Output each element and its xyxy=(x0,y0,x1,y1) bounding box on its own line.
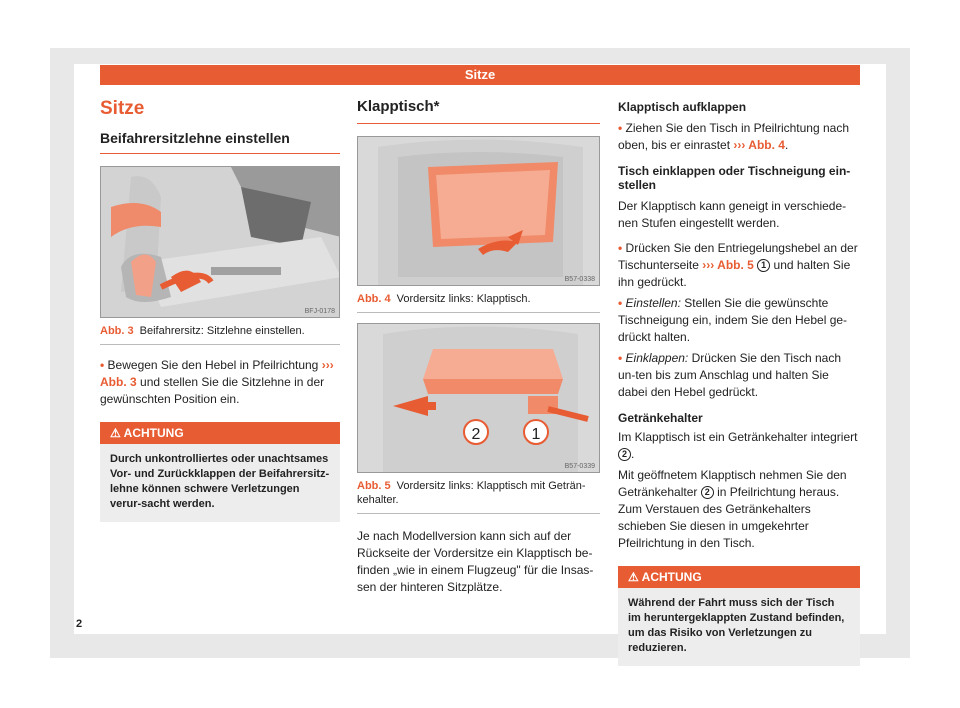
instruction-emphasis: Einstellen: xyxy=(625,296,681,310)
warning-header xyxy=(100,422,340,444)
paragraph xyxy=(618,467,860,552)
warning-box xyxy=(618,566,860,666)
subheading-close: Tisch einklappen oder Tischneigung ein-stellen xyxy=(618,164,851,192)
figure-caption xyxy=(100,324,340,345)
warning-title: ACHTUNG xyxy=(123,426,184,440)
instruction-text: Bewegen Sie den Hebel in Pfeilrichtung xyxy=(107,358,319,372)
section-heading: Beifahrersitzlehne einstellen xyxy=(100,130,340,154)
instruction-text: Drücken Sie den Entriegelungshebel an der Tischunterseite xyxy=(618,241,858,272)
instruction-paragraph: • Ziehen Sie den Tisch in Pfeilrichtung nach oben, bis er einrastet ››› Abb. 4. xyxy=(618,121,850,152)
warning-box xyxy=(100,422,340,522)
paragraph: Im Klapptisch ist ein Getränkehalter integriert 2 . xyxy=(618,430,858,461)
paragraph: Der Klapptisch kann geneigt in verschiede-nen Stufen eingestellt werden. xyxy=(618,199,847,230)
callout-1: 1 xyxy=(531,426,541,443)
warning-text: Während der Fahrt muss sich der Tisch im heruntergeklappten Zustand befinden, um das Risiko von Verletzungen zu reduzieren. xyxy=(628,597,845,654)
section-heading: Klapptisch* xyxy=(357,98,600,124)
bullet-icon: • xyxy=(618,351,623,365)
paragraph-text: Mit geöffnetem Klapptisch nehmen Sie den Getränkehalter xyxy=(618,468,847,499)
figure-caption xyxy=(357,292,600,313)
column-left xyxy=(100,98,340,522)
figure-caption-text: Beifahrersitz: Sitzlehne einstellen. xyxy=(139,325,305,337)
figure-link[interactable]: ››› Abb. 4 xyxy=(733,138,785,152)
instruction-emphasis: Einklappen: xyxy=(625,351,689,365)
figure-label: Abb. 5 xyxy=(357,480,391,492)
figure-folding-table xyxy=(357,136,600,286)
warning-triangle-icon: ⚠ xyxy=(110,426,121,440)
instruction-paragraph xyxy=(618,350,860,401)
section-header: Sitze xyxy=(100,65,860,85)
figure-code: B57-0339 xyxy=(564,463,595,470)
page-title: Sitze xyxy=(100,98,145,119)
column-middle xyxy=(357,98,600,596)
paragraph-text: Im Klapptisch ist ein Getränkehalter integriert xyxy=(618,430,858,444)
figure-code: B57-0338 xyxy=(564,276,595,283)
page-number: 2 xyxy=(76,618,83,630)
figure-label: Abb. 4 xyxy=(357,293,391,305)
figure-link[interactable]: ››› Abb. 3 xyxy=(100,358,334,389)
seat-backrest-illustration xyxy=(101,167,340,318)
callout-number: 1 xyxy=(757,259,770,272)
figure-link[interactable]: ››› Abb. 5 xyxy=(702,258,754,272)
instruction-text: Ziehen Sie den Tisch in Pfeilrichtung nach oben, bis er einrastet xyxy=(618,121,850,152)
figure-caption xyxy=(357,479,600,514)
paragraph-text-cont: in Pfeilrichtung heraus. Zum Verstauen des Getränkehalters schieben Sie diesen in umgekehrter Pfeilrichtung in den Tisch. xyxy=(618,485,840,550)
instruction-text: Drücken Sie den Tisch nach un-ten bis zum Anschlag und halten Sie dabei den Hebel gedrückt. xyxy=(618,351,842,399)
subheading-open: Klapptisch aufklappen xyxy=(618,100,747,114)
bullet-icon: • xyxy=(618,121,623,135)
bullet-icon: • xyxy=(100,358,105,372)
warning-triangle-icon: ⚠ xyxy=(628,570,639,584)
callout-number: 2 xyxy=(618,448,631,461)
instruction-text-cont: und halten Sie ihn gedrückt. xyxy=(618,258,851,289)
figure-seat-backrest xyxy=(100,166,340,318)
instruction-paragraph xyxy=(618,295,860,346)
column-right xyxy=(618,100,860,666)
bullet-icon: • xyxy=(618,296,623,310)
cup-holder-illustration xyxy=(358,324,600,473)
callout-2: 2 xyxy=(471,426,481,443)
bullet-icon: • xyxy=(618,241,623,255)
callout-number: 2 xyxy=(701,486,714,499)
figure-cup-holder xyxy=(357,323,600,473)
warning-header xyxy=(618,566,860,588)
intro-paragraph: Je nach Modellversion kann sich auf der Rückseite der Vordersitze ein Klapptisch be-finden „wie in einem Flugzeug" für die Insas-sen der hinteren Sitzplätze. xyxy=(357,529,594,594)
figure-caption-text: Vordersitz links: Klapptisch mit Geträn-kehalter. xyxy=(357,480,586,506)
instruction-paragraph xyxy=(618,240,860,291)
figure-code: BFJ-0178 xyxy=(304,308,335,315)
figure-caption-text: Vordersitz links: Klapptisch. xyxy=(396,293,531,305)
folding-table-illustration xyxy=(358,137,600,286)
instruction-text: Stellen Sie die gewünschte Tischneigung ein, indem Sie den Hebel ge-drückt halten. xyxy=(618,296,848,344)
instruction-text-cont: und stellen Sie die Sitzlehne in der gewünschten Position ein. xyxy=(100,375,325,406)
warning-text: Durch unkontrolliertes oder unachtsames Vor- und Zurückklappen der Beifahrersitz-lehne können schwere Verletzungen verur-sacht werden. xyxy=(110,453,330,510)
subheading-cupholder: Getränkehalter xyxy=(618,411,703,425)
warning-title: ACHTUNG xyxy=(641,570,702,584)
figure-label: Abb. 3 xyxy=(100,325,134,337)
instruction-paragraph xyxy=(100,357,340,408)
